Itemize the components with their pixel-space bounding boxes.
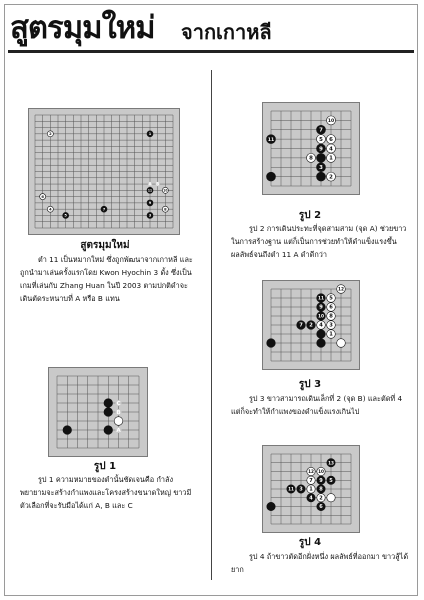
figure-1-go-board <box>48 367 148 457</box>
move-number: 10 <box>163 188 168 193</box>
black-stone <box>317 153 326 162</box>
main-figure-body: ตำ 11 เป็นหมากใหม่ ซึ่งถูกพัฒนาจากเกาหลี และถูกนำมาเล่นครั้งแรกโดย Kwon Hyochin 3 ดั้ง ซึ่งเป็นเกมที่เล่นกับ Zhang Huan ในปี 2003 ตามปกติดำจะเดินตัดระหนาบที่ A หรือ B แทน <box>20 255 193 303</box>
point-letter: A <box>148 181 152 187</box>
black-stone <box>317 339 326 348</box>
move-number: 8 <box>319 486 323 493</box>
move-number: 1 <box>329 155 333 162</box>
move-number: 9 <box>319 146 323 153</box>
white-stone <box>327 494 335 502</box>
move-number: 9 <box>319 304 323 311</box>
move-number: 3 <box>319 165 323 172</box>
point-letter: B <box>116 409 121 416</box>
move-number: 9 <box>148 201 152 206</box>
page-subtitle: จากเกาหลี <box>181 20 272 44</box>
move-number: 9 <box>319 477 323 484</box>
move-number: 5 <box>329 295 333 302</box>
board-svg <box>263 281 359 369</box>
move-number: 2 <box>309 322 313 329</box>
move-number: 7 <box>319 127 323 134</box>
board-svg <box>263 446 359 532</box>
move-number: 3 <box>329 322 333 329</box>
move-number: 2 <box>329 174 333 181</box>
figure-3-caption: รูป 3 <box>298 379 322 390</box>
move-number: 4 <box>49 207 52 212</box>
header <box>6 8 416 50</box>
move-number: 13 <box>328 460 334 466</box>
black-stone <box>104 426 113 435</box>
main-figure-caption: สูตรมุมใหม่ <box>80 240 130 251</box>
move-number: 11 <box>317 296 325 302</box>
move-number: 4 <box>319 322 323 329</box>
move-number: 1 <box>309 486 313 493</box>
move-number: 1 <box>329 331 333 338</box>
figure-3-body: รูป 3 ขาวสามารถเดินเล็กที่ 2 (จุด B) และตัดที่ 4 แต่ก็จะทำให้กำแพงของดำแข็งแรงเกินไป <box>231 394 403 416</box>
move-number: 5 <box>319 136 323 143</box>
point-letter: C <box>116 400 121 407</box>
move-number: 2 <box>49 132 52 137</box>
figure-1-text <box>20 473 198 512</box>
black-stone <box>317 172 326 181</box>
move-number: 10 <box>327 119 335 125</box>
move-number: 12 <box>337 287 345 293</box>
white-stone <box>114 417 123 426</box>
move-number: 8 <box>329 313 333 320</box>
figure-4-body: รูป 4 ถ้าขาวตัดอีกฝั่งหนึ่ง ผลลัพธ์ที่ออกมา ขาวสู้ได้ยาก <box>231 552 409 574</box>
move-number: 7 <box>102 207 106 212</box>
black-stone <box>267 502 275 510</box>
move-number: 3 <box>299 486 303 493</box>
column-divider <box>211 70 212 580</box>
figure-3-text <box>231 392 411 418</box>
point-letter: A <box>116 427 121 434</box>
move-number: 4 <box>309 495 313 502</box>
figure-4-go-board <box>262 445 360 533</box>
point-letter: B <box>156 181 160 187</box>
move-number: 11 <box>267 137 275 143</box>
move-number: 12 <box>308 469 314 475</box>
move-number: 6 <box>319 504 323 511</box>
move-number: 1 <box>148 132 152 137</box>
black-stone <box>267 172 276 181</box>
figure-2-caption: รูป 2 <box>298 210 322 221</box>
board-svg <box>49 368 147 456</box>
move-number: 11 <box>147 188 153 193</box>
title-rule <box>8 50 414 53</box>
move-number: 8 <box>164 207 167 212</box>
move-number: 10 <box>317 314 325 320</box>
move-number: 10 <box>318 469 324 475</box>
move-number: 8 <box>309 155 313 162</box>
figure-1-body: รูป 1 ความหมายของตำนั้นชัดเจนคือ กำลังพยายามจะสร้างกำแพงและโครงสร้างขนาดใหญ่ ขาวมีตัวเลือกที่จะรับมือได้แก่ A, B และ C <box>20 475 192 510</box>
move-number: 5 <box>329 477 333 484</box>
figure-1-caption: รูป 1 <box>93 461 117 472</box>
move-number: 2 <box>319 495 323 502</box>
black-stone <box>104 399 113 408</box>
page-title: สูตรมุมใหม่ <box>10 10 155 46</box>
move-number: 6 <box>329 136 333 143</box>
black-stone <box>267 339 276 348</box>
figure-2-go-board <box>262 102 360 195</box>
move-number: 5 <box>64 213 67 218</box>
black-stone <box>63 426 72 435</box>
black-stone <box>104 408 113 417</box>
figure-3-go-board <box>262 280 360 370</box>
move-number: 7 <box>299 322 303 329</box>
main-figure-text <box>20 253 195 305</box>
board-svg <box>29 109 179 234</box>
move-number: 3 <box>148 213 152 218</box>
figure-4-text <box>231 550 411 576</box>
move-number: 4 <box>329 146 333 153</box>
move-number: 11 <box>288 486 294 492</box>
board-svg <box>263 103 359 194</box>
move-number: 6 <box>329 304 333 311</box>
figure-2-body: รูป 2 การเดินประทะที่จุดสามสาม (จุด A) ช่วยขาวในการสร้างฐาน แต่ก็เป็นการช่วยทำให้ดำแข็งแรงขึ้น ผลลัพธ์จนถึงตำ 11 A ดำดีกว่า <box>231 224 407 259</box>
white-stone <box>337 339 346 348</box>
main-go-board <box>28 108 180 235</box>
move-number: 6 <box>41 194 44 199</box>
figure-4-caption: รูป 4 <box>298 537 322 548</box>
figure-2-text <box>231 222 411 261</box>
move-number: 7 <box>309 477 313 484</box>
black-stone <box>317 330 326 339</box>
